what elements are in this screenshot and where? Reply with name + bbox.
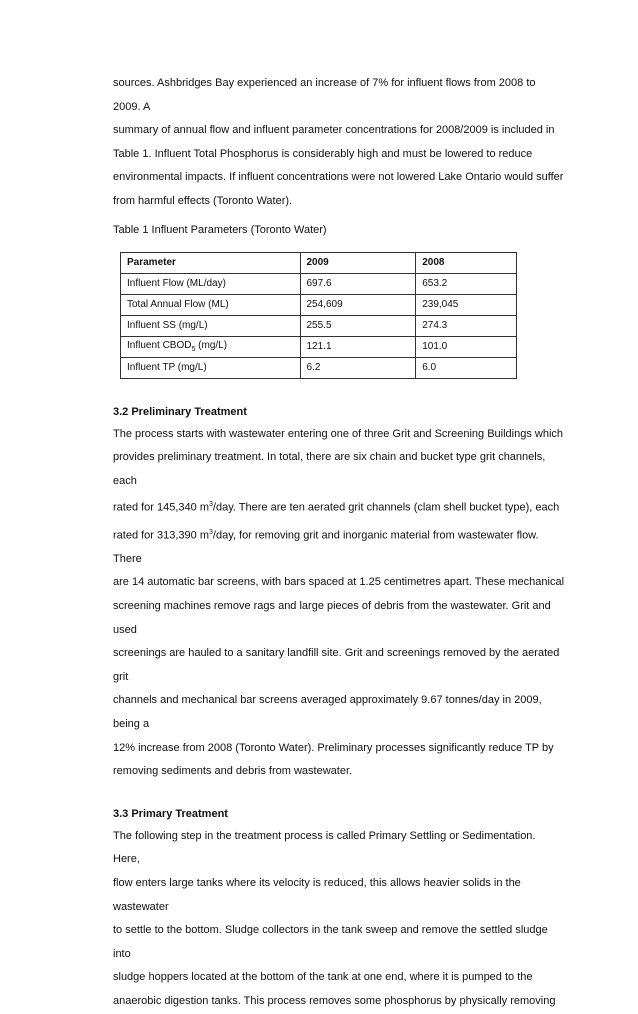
column-header: 2009 (300, 252, 416, 273)
document-page (113, 72, 565, 1014)
text-line: channels and mechanical bar screens averaged approximately 9.67 tonnes/day in 2009, being a (113, 694, 542, 730)
text-line (113, 493, 565, 520)
text-line: summary of annual flow and influent parameter concentrations for 2008/2009 is included in (113, 124, 555, 137)
primary-paragraph (113, 825, 565, 1014)
cbod-label: Influent CBOD (127, 340, 192, 352)
table-caption: Table 1 Influent Parameters (Toronto Water) (113, 223, 327, 236)
text-line: sludge hoppers located at the bottom of the tank at one end, where it is pumped to the (113, 971, 533, 984)
cbod-subscript: 5 (191, 346, 196, 354)
table-cell: Influent SS (mg/L) (121, 315, 301, 336)
table-cell: Influent TP (mg/L) (121, 357, 301, 378)
text-line: environmental impacts. If influent concentrations were not lowered Lake Ontario would suffer (113, 171, 564, 184)
text-span: /day. There are ten aerated grit channels (clam shell bucket type), each (212, 502, 560, 514)
table-cell: 697.6 (300, 273, 416, 294)
text-line: from harmful effects (Toronto Water). (113, 194, 293, 207)
section-heading-preliminary: 3.2 Preliminary Treatment (113, 405, 247, 418)
text-line: to settle to the bottom. Sludge collectors in the tank sweep and remove the settled sludge into (113, 924, 548, 960)
table-cell: 6.0 (416, 357, 517, 378)
table-cell: 274.3 (416, 315, 517, 336)
superscript: 3 (209, 501, 213, 509)
text-line: screening machines remove rags and large pieces of debris from the wastewater. Grit and used (113, 600, 551, 636)
influent-parameters-table (120, 252, 517, 379)
table-row (121, 273, 517, 294)
table-row (121, 294, 517, 315)
text-line: flow enters large tanks where its velocity is reduced, this allows heavier solids in the wastewater (113, 876, 521, 913)
section-heading-primary: 3.3 Primary Treatment (113, 807, 228, 820)
preliminary-paragraph (113, 423, 565, 784)
table-cell (121, 336, 301, 357)
text-line: 12% increase from 2008 (Toronto Water). Preliminary processes significantly reduce TP by (113, 741, 554, 754)
table-header-row (121, 252, 517, 273)
table-row (121, 357, 517, 378)
table-cell: 6.2 (300, 357, 416, 378)
table-cell: Influent Flow (ML/day) (121, 273, 301, 294)
table-cell: 653.2 (416, 273, 517, 294)
text-line: sources. Ashbridges Bay experienced an increase of 7% for influent flows from 2008 to 2009. A (113, 77, 536, 113)
text-line: removing sediments and debris from wastewater. (113, 765, 353, 778)
text-line: are 14 automatic bar screens, with bars spaced at 1.25 centimetres apart. These mechanical (113, 576, 565, 589)
text-span: /day, for removing grit and inorganic material from wastewater flow. There (113, 529, 539, 565)
text-line (113, 521, 565, 572)
table-cell: 101.0 (416, 336, 517, 357)
intro-paragraph (113, 72, 565, 214)
text-line: screenings are hauled to a sanitary landfill site. Grit and screenings removed by the aerated grit (113, 647, 560, 683)
text-span: rated for 313,390 m (113, 529, 210, 542)
table-cell: 239,045 (416, 294, 517, 315)
text-line: The process starts with wastewater entering one of three Grit and Screening Buildings which (113, 427, 564, 440)
text-line: provides preliminary treatment. In total, there are six chain and bucket type grit channels, each (113, 451, 546, 487)
cbod-unit: (mg/L) (195, 340, 228, 352)
text-line: anaerobic digestion tanks. This process removes some phosphorus by physically removing (113, 994, 556, 1007)
table-cell: 255.5 (300, 315, 416, 336)
text-line: The following step in the treatment process is called Primary Settling or Sedimentation. Here, (113, 829, 536, 866)
table-cell: 121.1 (300, 336, 416, 357)
text-span: rated for 145,340 m (113, 502, 210, 514)
column-header: 2008 (416, 252, 517, 273)
table-cell: Total Annual Flow (ML) (121, 294, 301, 315)
table-row (121, 315, 517, 336)
table-row (121, 336, 517, 357)
text-line: Table 1. Influent Total Phosphorus is considerably high and must be lowered to reduce (113, 147, 533, 160)
column-header: Parameter (121, 252, 301, 273)
table-cell: 254,609 (300, 294, 416, 315)
superscript: 3 (209, 528, 213, 536)
